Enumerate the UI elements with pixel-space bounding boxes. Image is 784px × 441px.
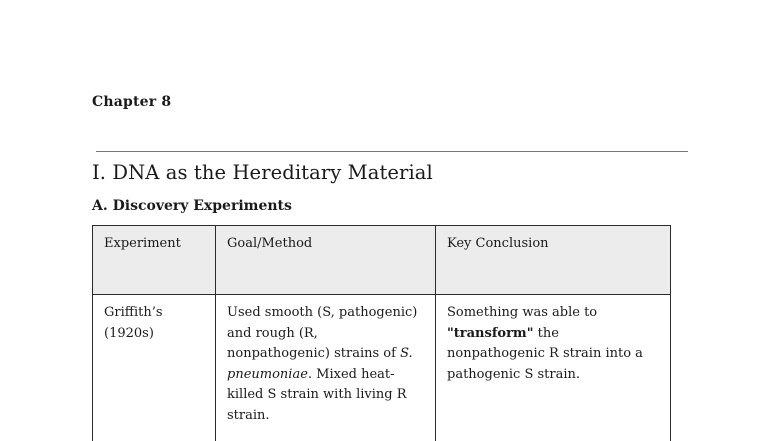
- table-row: [93, 295, 671, 441]
- header-key-conclusion: Key Conclusion: [436, 226, 671, 295]
- method-text-cont: . Mixed heat-killed S strain with living R strain.: [227, 366, 407, 423]
- conclusion-keyword: "transform": [447, 325, 534, 341]
- chapter-heading: Chapter 8: [92, 94, 172, 110]
- table-header-row: [93, 226, 671, 295]
- conclusion-cell: [436, 295, 671, 441]
- header-goal-method: Goal/Method: [216, 226, 436, 295]
- conclusion-text-cont: the nonpathogenic R strain into a pathogenic S strain.: [447, 325, 643, 382]
- header-experiment: Experiment: [93, 226, 216, 295]
- subsection-title: A. Discovery Experiments: [92, 198, 292, 214]
- horizontal-rule: [96, 151, 688, 152]
- experiments-table: [92, 225, 671, 441]
- species-name: S. pneumoniae: [227, 346, 413, 382]
- section-title: I. DNA as the Hereditary Material: [92, 161, 433, 184]
- experiment-cell: Griffith’s (1920s): [93, 295, 216, 441]
- conclusion-text: Something was able to: [447, 305, 598, 320]
- method-cell: [216, 295, 436, 441]
- method-text: Used smooth (S, pathogenic) and rough (R, nonpathogenic) strains of: [227, 305, 418, 361]
